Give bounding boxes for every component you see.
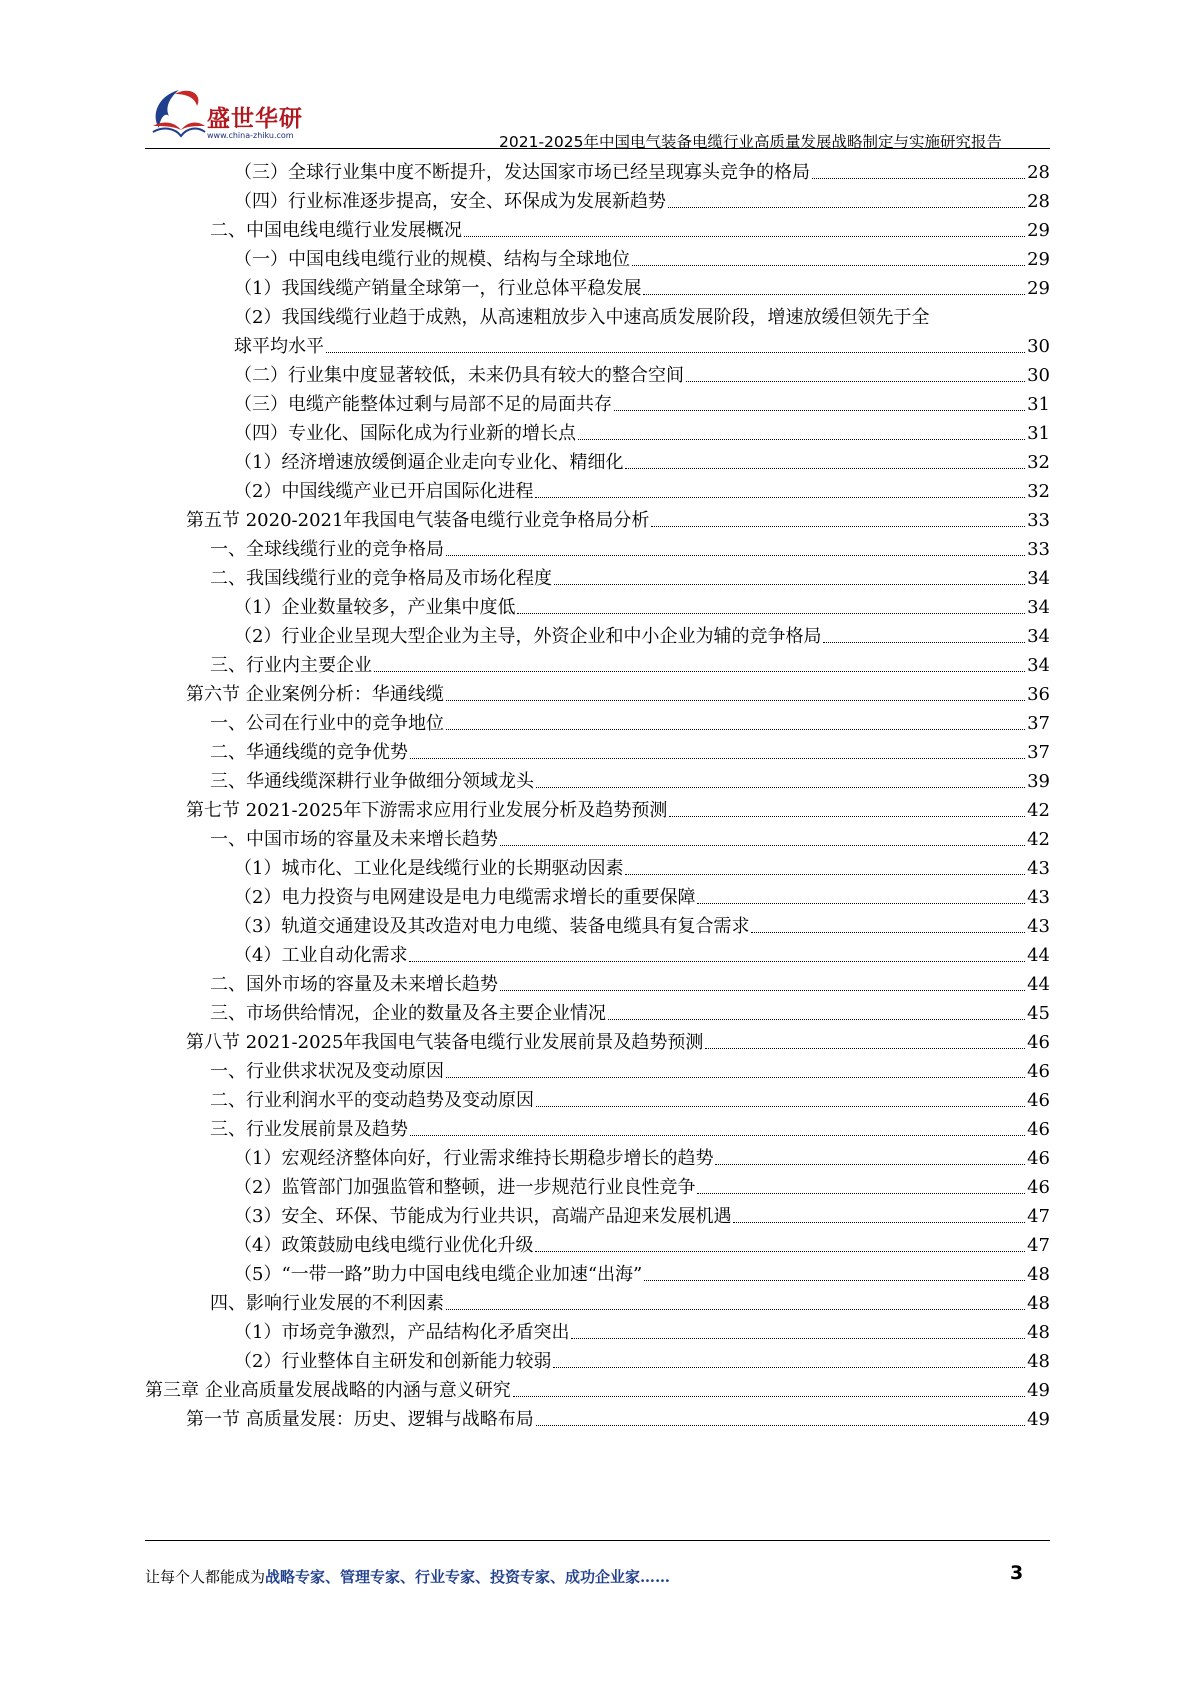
toc-entry-page: 32 bbox=[1027, 481, 1050, 502]
toc-entry-page: 45 bbox=[1027, 1003, 1050, 1024]
toc-entry-page: 48 bbox=[1027, 1293, 1050, 1314]
toc-entry-title: 第八节 2021-2025年我国电气装备电缆行业发展前景及趋势预测 bbox=[186, 1032, 704, 1053]
toc-entry-page: 46 bbox=[1027, 1061, 1050, 1082]
toc-entry[interactable] bbox=[234, 1262, 1050, 1288]
footer-divider bbox=[145, 1540, 1050, 1541]
toc-entry[interactable] bbox=[210, 1001, 1050, 1027]
toc-entry[interactable] bbox=[145, 1378, 1050, 1404]
toc-entry-page: 47 bbox=[1027, 1206, 1050, 1227]
toc-entry-page: 32 bbox=[1027, 452, 1050, 473]
toc-entry[interactable] bbox=[234, 363, 1050, 389]
toc-entry-page: 29 bbox=[1027, 220, 1050, 241]
toc-entry-page: 48 bbox=[1027, 1351, 1050, 1372]
toc-entry-title: 三、市场供给情况，企业的数量及各主要企业情况 bbox=[210, 1003, 606, 1024]
toc-entry[interactable] bbox=[186, 682, 1050, 708]
toc-entry-page: 44 bbox=[1027, 974, 1050, 995]
toc-entry-title: （4）工业自动化需求 bbox=[234, 945, 408, 966]
toc-entry[interactable] bbox=[234, 914, 1050, 940]
toc-entry[interactable] bbox=[234, 479, 1050, 505]
toc-entry-title: 第一节 高质量发展：历史、逻辑与战略布局 bbox=[186, 1409, 534, 1430]
toc-entry[interactable] bbox=[210, 653, 1050, 679]
toc-entry-title: 第六节 企业案例分析：华通线缆 bbox=[186, 684, 444, 705]
report-title: 2021-2025年中国电气装备电缆行业高质量发展战略制定与实施研究报告 bbox=[499, 133, 1002, 151]
toc-entry-page: 46 bbox=[1027, 1119, 1050, 1140]
toc-entry-title: 二、行业利润水平的变动趋势及变动原因 bbox=[210, 1090, 534, 1111]
toc-entry[interactable] bbox=[234, 856, 1050, 882]
footer-slogan-accent: 战略专家、管理专家、行业专家、投资专家、成功企业家…… bbox=[265, 1568, 671, 1586]
toc-entry-page: 28 bbox=[1027, 191, 1050, 212]
toc-entry[interactable] bbox=[234, 943, 1050, 969]
page-header bbox=[145, 82, 1050, 152]
toc-entry-title: （四）行业标准逐步提高，安全、环保成为发展新趋势 bbox=[234, 191, 666, 212]
toc-entry-title: 第七节 2021-2025年下游需求应用行业发展分析及趋势预测 bbox=[186, 800, 668, 821]
footer-slogan-prefix: 让每个人都能成为 bbox=[145, 1568, 266, 1586]
toc-entry[interactable] bbox=[234, 334, 1050, 360]
toc-entry-title: 二、中国电线电缆行业发展概况 bbox=[210, 220, 462, 241]
toc-entry-page: 44 bbox=[1027, 945, 1050, 966]
toc-entry-page: 36 bbox=[1027, 684, 1050, 705]
toc-entry[interactable] bbox=[210, 1059, 1050, 1085]
toc-entry-page: 29 bbox=[1027, 278, 1050, 299]
toc-entry-title: 一、全球线缆行业的竞争格局 bbox=[210, 539, 444, 560]
toc-entry-title: （四）专业化、国际化成为行业新的增长点 bbox=[234, 423, 576, 444]
toc-entry[interactable] bbox=[234, 1320, 1050, 1346]
toc-entry-page: 34 bbox=[1027, 626, 1050, 647]
toc-entry-page: 46 bbox=[1027, 1032, 1050, 1053]
toc-entry[interactable] bbox=[234, 189, 1050, 215]
toc-entry-title: 球平均水平 bbox=[234, 336, 324, 357]
toc-entry-page: 33 bbox=[1027, 539, 1050, 560]
toc-entry-title: （2）中国线缆产业已开启国际化进程 bbox=[234, 481, 534, 502]
company-logo bbox=[145, 82, 305, 142]
toc-entry-page: 43 bbox=[1027, 858, 1050, 879]
toc-entry-page: 39 bbox=[1027, 771, 1050, 792]
toc-entry[interactable] bbox=[186, 508, 1050, 534]
toc-entry-page: 46 bbox=[1027, 1177, 1050, 1198]
logo-url: www.china-zhiku.com bbox=[207, 131, 294, 140]
toc-entry-page: 48 bbox=[1027, 1264, 1050, 1285]
toc-entry[interactable] bbox=[210, 711, 1050, 737]
toc-entry-title: 一、中国市场的容量及未来增长趋势 bbox=[210, 829, 498, 850]
toc-entry-page: 46 bbox=[1027, 1090, 1050, 1111]
toc-entry[interactable] bbox=[234, 885, 1050, 911]
toc-entry-title: 第五节 2020-2021年我国电气装备电缆行业竞争格局分析 bbox=[186, 510, 650, 531]
toc-entry[interactable] bbox=[210, 218, 1050, 244]
toc-entry-page: 42 bbox=[1027, 829, 1050, 850]
toc-entry-page: 30 bbox=[1027, 336, 1050, 357]
toc-entry[interactable] bbox=[210, 972, 1050, 998]
toc-entry[interactable] bbox=[234, 1175, 1050, 1201]
toc-entry-page: 43 bbox=[1027, 887, 1050, 908]
toc-entry-title: 三、行业内主要企业 bbox=[210, 655, 372, 676]
toc-entry-title: （2）行业整体自主研发和创新能力较弱 bbox=[234, 1351, 552, 1372]
toc-entry[interactable] bbox=[234, 450, 1050, 476]
toc-entry[interactable] bbox=[210, 1117, 1050, 1143]
toc-entry-page: 29 bbox=[1027, 249, 1050, 270]
toc-entry-title: 四、影响行业发展的不利因素 bbox=[210, 1293, 444, 1314]
toc-entry-title: （一）中国电线电缆行业的规模、结构与全球地位 bbox=[234, 249, 630, 270]
toc-entry-title: 一、行业供求状况及变动原因 bbox=[210, 1061, 444, 1082]
toc-entry[interactable] bbox=[234, 1204, 1050, 1230]
toc-entry-title: （2）行业企业呈现大型企业为主导，外资企业和中小企业为辅的竞争格局 bbox=[234, 626, 822, 647]
toc-entry[interactable] bbox=[210, 769, 1050, 795]
toc-entry-title: （1）市场竞争激烈，产品结构化矛盾突出 bbox=[234, 1322, 570, 1343]
toc-entry-page: 46 bbox=[1027, 1148, 1050, 1169]
toc-entry[interactable] bbox=[234, 1349, 1050, 1375]
toc-entry[interactable] bbox=[186, 798, 1050, 824]
toc-entry-page: 37 bbox=[1027, 742, 1050, 763]
toc-entry-page: 33 bbox=[1027, 510, 1050, 531]
toc-entry[interactable] bbox=[210, 566, 1050, 592]
toc-entry[interactable] bbox=[210, 827, 1050, 853]
toc-entry-page: 49 bbox=[1027, 1380, 1050, 1401]
toc-entry-title: （1）宏观经济整体向好，行业需求维持长期稳步增长的趋势 bbox=[234, 1148, 714, 1169]
toc-entry-page: 31 bbox=[1027, 423, 1050, 444]
toc-entry-title: （3）安全、环保、节能成为行业共识，高端产品迎来发展机遇 bbox=[234, 1206, 732, 1227]
toc-entry[interactable] bbox=[234, 247, 1050, 273]
toc-entry[interactable] bbox=[234, 160, 1050, 186]
toc-entry[interactable] bbox=[210, 1088, 1050, 1114]
toc-entry-page: 42 bbox=[1027, 800, 1050, 821]
toc-entry-page: 34 bbox=[1027, 568, 1050, 589]
toc-entry-title: （3）轨道交通建设及其改造对电力电缆、装备电缆具有复合需求 bbox=[234, 916, 750, 937]
toc-entry-title: （1）城市化、工业化是线缆行业的长期驱动因素 bbox=[234, 858, 624, 879]
footer-slogan bbox=[145, 1566, 670, 1587]
toc-entry-page: 34 bbox=[1027, 655, 1050, 676]
toc-entry[interactable] bbox=[234, 595, 1050, 621]
toc-entry-title: （5）“一带一路”助力中国电线电缆企业加速“出海” bbox=[234, 1264, 643, 1285]
toc-entry-title: （三）全球行业集中度不断提升，发达国家市场已经呈现寡头竞争的格局 bbox=[234, 162, 810, 183]
header-divider bbox=[145, 148, 1050, 149]
toc-entry-title: 二、我国线缆行业的竞争格局及市场化程度 bbox=[210, 568, 552, 589]
toc-entry-title: （1）经济增速放缓倒逼企业走向专业化、精细化 bbox=[234, 452, 624, 473]
toc-entry[interactable] bbox=[234, 276, 1050, 302]
toc-entry[interactable] bbox=[234, 624, 1050, 650]
toc-entry[interactable] bbox=[210, 740, 1050, 766]
toc-entry-title: 三、华通线缆深耕行业争做细分领域龙头 bbox=[210, 771, 534, 792]
toc-entry-title: 一、公司在行业中的竞争地位 bbox=[210, 713, 444, 734]
toc-entry-title: （2）监管部门加强监管和整顿，进一步规范行业良性竞争 bbox=[234, 1177, 696, 1198]
toc-entry-page: 43 bbox=[1027, 916, 1050, 937]
toc-entry-title: （三）电缆产能整体过剩与局部不足的局面共存 bbox=[234, 394, 612, 415]
logo-emblem-icon bbox=[145, 82, 207, 142]
toc-entry[interactable] bbox=[210, 537, 1050, 563]
toc-entry-title: 三、行业发展前景及趋势 bbox=[210, 1119, 408, 1140]
toc-entry[interactable] bbox=[186, 1407, 1050, 1433]
toc-entry-title: （4）政策鼓励电线电缆行业优化升级 bbox=[234, 1235, 534, 1256]
toc-entry-title: 二、国外市场的容量及未来增长趋势 bbox=[210, 974, 498, 995]
toc-entry-page: 47 bbox=[1027, 1235, 1050, 1256]
toc-entry-page: 48 bbox=[1027, 1322, 1050, 1343]
toc-entry[interactable] bbox=[234, 421, 1050, 447]
toc-entry[interactable] bbox=[186, 1030, 1050, 1056]
toc-entry-title: （2）电力投资与电网建设是电力电缆需求增长的重要保障 bbox=[234, 887, 696, 908]
toc-entry-first-line[interactable]: （2）我国线缆行业趋于成熟，从高速粗放步入中速高质发展阶段，增速放缓但领先于全 bbox=[234, 307, 930, 328]
toc-entry-page: 31 bbox=[1027, 394, 1050, 415]
logo-name: 盛世华研 bbox=[207, 106, 303, 132]
toc-entry-title: 二、华通线缆的竞争优势 bbox=[210, 742, 408, 763]
toc-entry-page: 37 bbox=[1027, 713, 1050, 734]
toc-entry-title: （1）我国线缆产销量全球第一，行业总体平稳发展 bbox=[234, 278, 642, 299]
toc-entry-title: （1）企业数量较多，产业集中度低 bbox=[234, 597, 516, 618]
page-number: 3 bbox=[1010, 1562, 1024, 1584]
toc-entry-page: 34 bbox=[1027, 597, 1050, 618]
toc-entry[interactable] bbox=[234, 1146, 1050, 1172]
toc-entry[interactable] bbox=[234, 392, 1050, 418]
toc-entry-title: （二）行业集中度显著较低，未来仍具有较大的整合空间 bbox=[234, 365, 684, 386]
toc-entry-page: 28 bbox=[1027, 162, 1050, 183]
toc-entry[interactable] bbox=[234, 1233, 1050, 1259]
toc-entry-page: 30 bbox=[1027, 365, 1050, 386]
toc-entry-page: 49 bbox=[1027, 1409, 1050, 1430]
toc-entry-title: 第三章 企业高质量发展战略的内涵与意义研究 bbox=[145, 1380, 511, 1401]
toc-entry[interactable] bbox=[210, 1291, 1050, 1317]
